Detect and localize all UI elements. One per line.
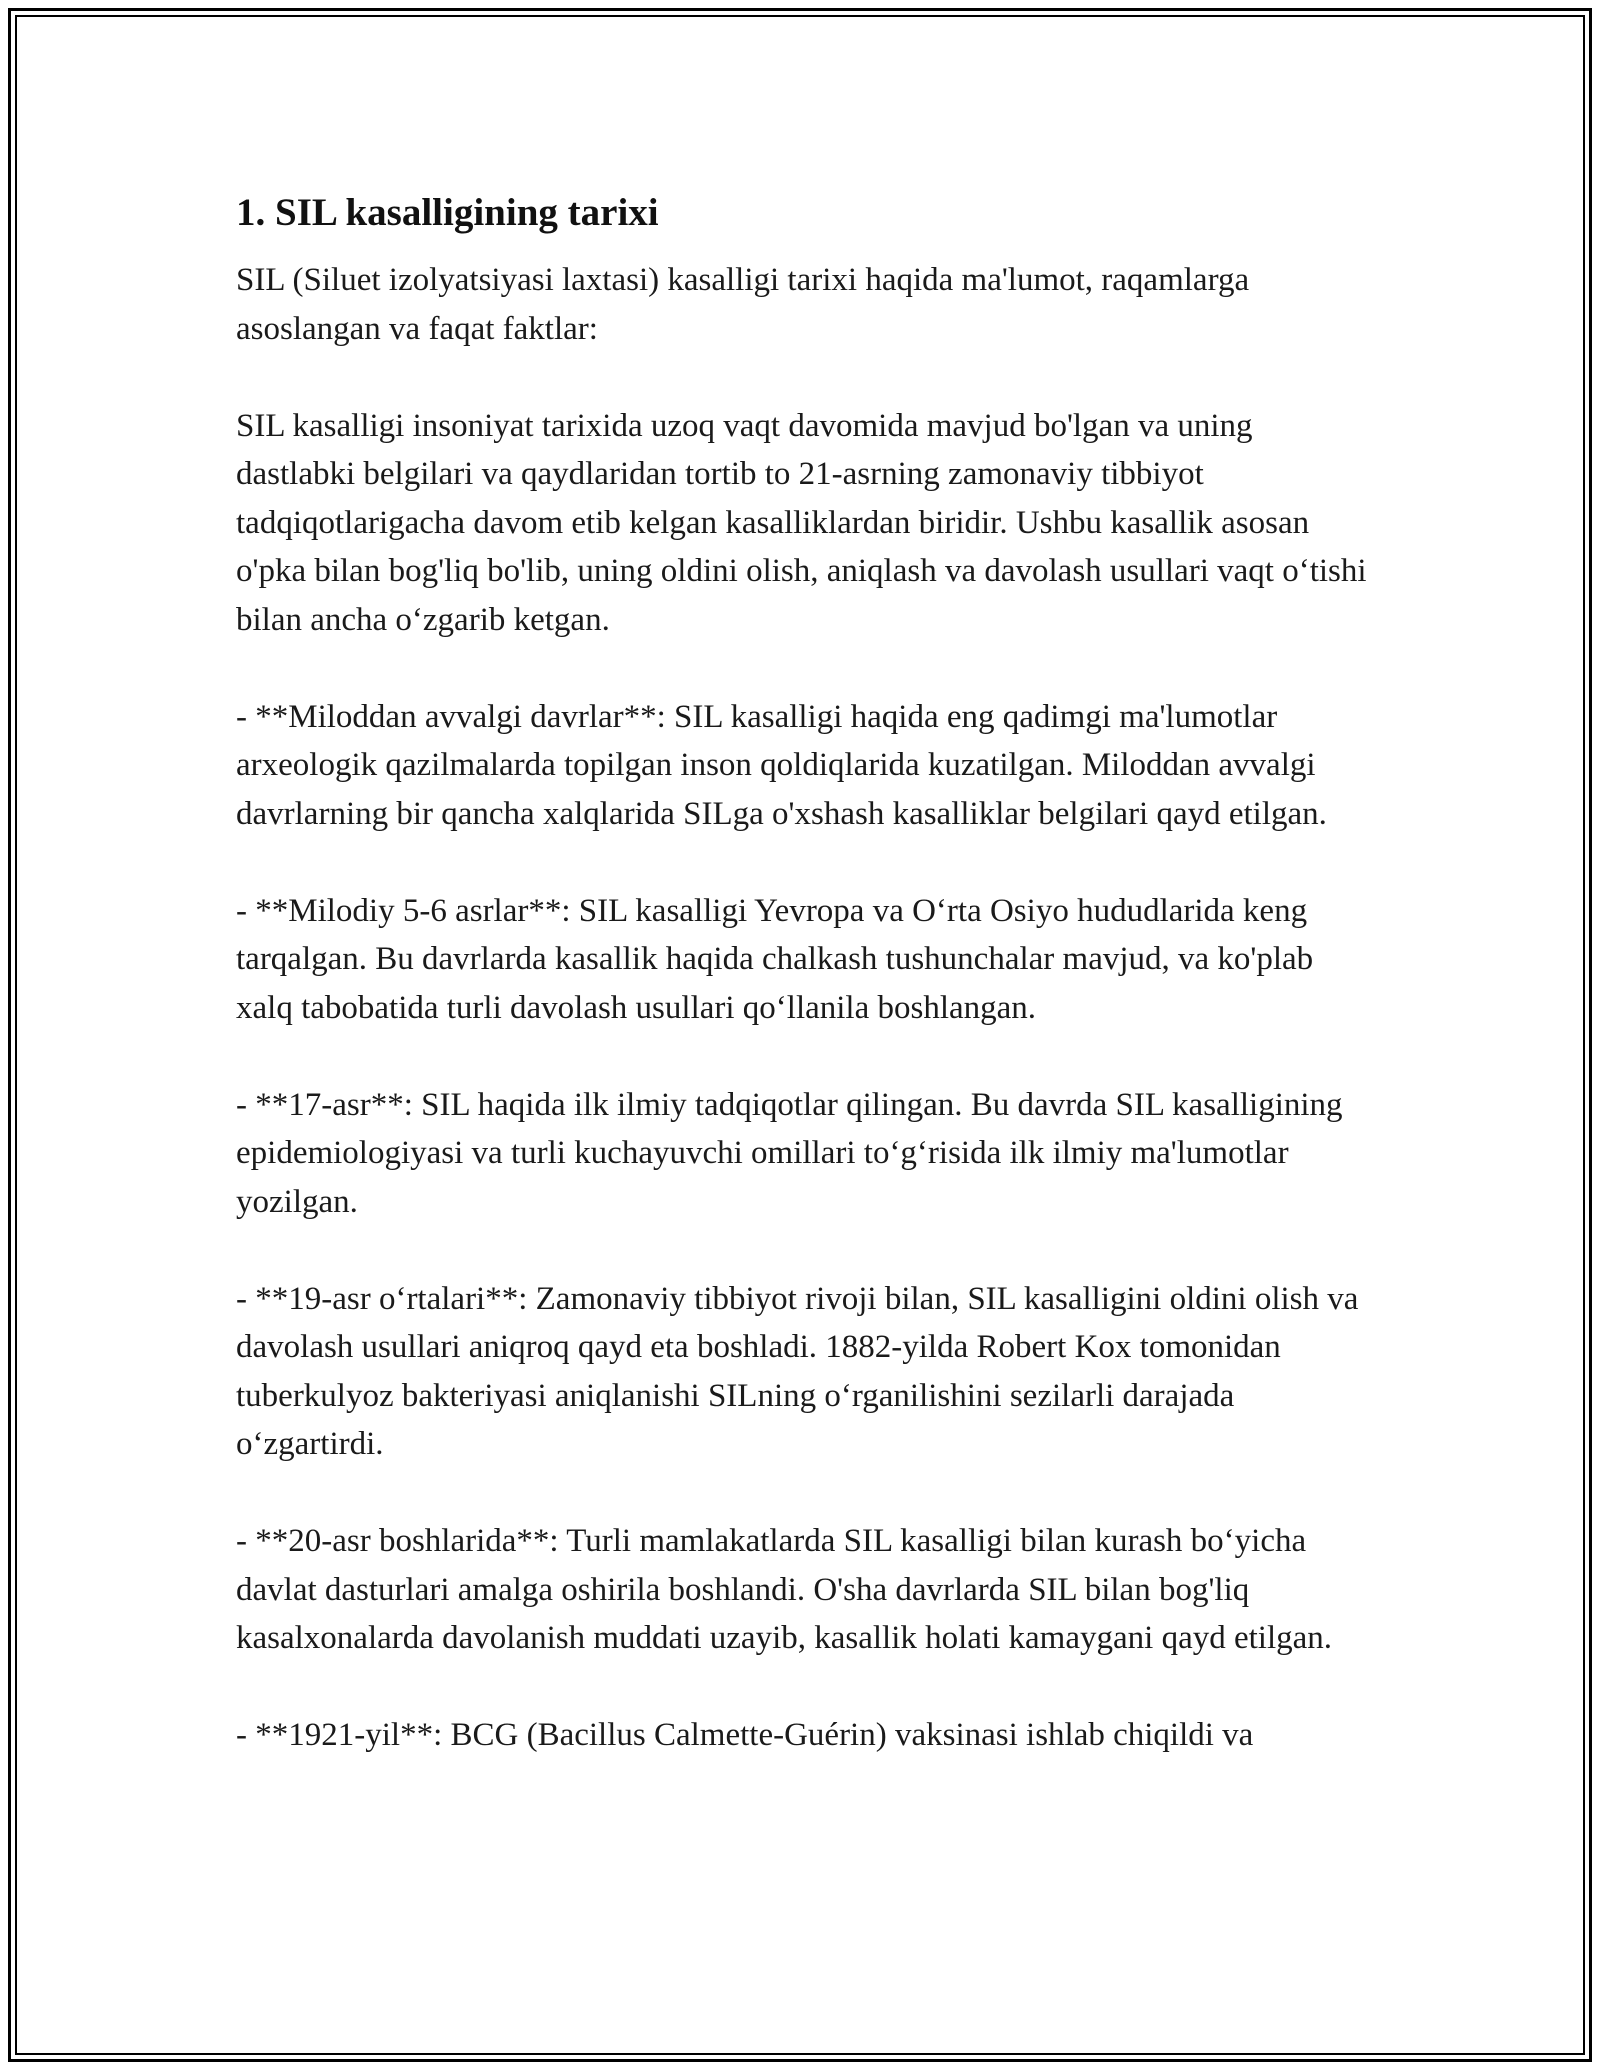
overview-paragraph: SIL kasalligi insoniyat tarixida uzoq vaqt davomida mavjud bo'lgan va uning dastlabki belgilari va qaydlaridan tortib to 21-asrning zamonaviy tibbiyot tadqiqotlarigacha davom etib kelgan kasalliklardan biridir. Ushbu kasallik asosan o'pka bilan bog'liq bo'lib, uning oldini olish, aniqlash va davolash usullari vaqt o‘tishi bilan ancha o‘zgarib ketgan. xyxy=(236,407,1367,638)
timeline-item-1921: - **1921-yil**: BCG (Bacillus Calmette-Guérin) vaksinasi ishlab chiqildi va xyxy=(236,1717,1254,1753)
timeline-item-17-century: - **17-asr**: SIL haqida ilk ilmiy tadqiqotlar qilingan. Bu davrda SIL kasalligining epidemiologiyasi va turli kuchayuvchi omillari to‘g‘risida ilk ilmiy ma'lumotlar yozilgan. xyxy=(236,1086,1343,1220)
timeline-item-19-century: - **19-asr o‘rtalari**: Zamonaviy tibbiyot rivoji bilan, SIL kasalligini oldini olish va davolash usullari aniqroq qayd eta boshladi. 1882-yilda Robert Kox tomonidan tuberkulyoz bakteriyasi aniqlanishi SILning o‘rganilishini sezilarli darajada o‘zgartirdi. xyxy=(236,1280,1359,1462)
intro-paragraph: SIL (Siluet izolyatsiyasi laxtasi) kasalligi tarixi haqida ma'lumot, raqamlarga asoslangan va faqat faktlar: xyxy=(236,262,1250,347)
document-body xyxy=(236,186,1376,1760)
section-heading: 1. SIL kasalligining tarixi xyxy=(236,191,659,234)
timeline-item-5-6-century: - **Milodiy 5-6 asrlar**: SIL kasalligi Yevropa va O‘rta Osiyo hududlarida keng tarqalgan. Bu davrlarda kasallik haqida chalkash tushunchalar mavjud, va ko'plab xalq tabobatida turli davolash usullari qo‘llanila boshlangan. xyxy=(236,892,1314,1026)
timeline-item-20-century: - **20-asr boshlarida**: Turli mamlakatlarda SIL kasalligi bilan kurash bo‘yicha davlat dasturlari amalga oshirila boshlandi. O'sha davrlarda SIL bilan bog'liq kasalxonalarda davolanish muddati uzayib, kasallik holati kamaygani qayd etilgan. xyxy=(236,1523,1333,1656)
timeline-item-ancient: - **Miloddan avvalgi davrlar**: SIL kasalligi haqida eng qadimgi ma'lumotlar arxeologik qazilmalarda topilgan inson qoldiqlarida kuzatilgan. Miloddan avvalgi davrlarning bir qancha xalqlarida SILga o'xshash kasalliklar belgilari qayd etilgan. xyxy=(236,698,1327,832)
